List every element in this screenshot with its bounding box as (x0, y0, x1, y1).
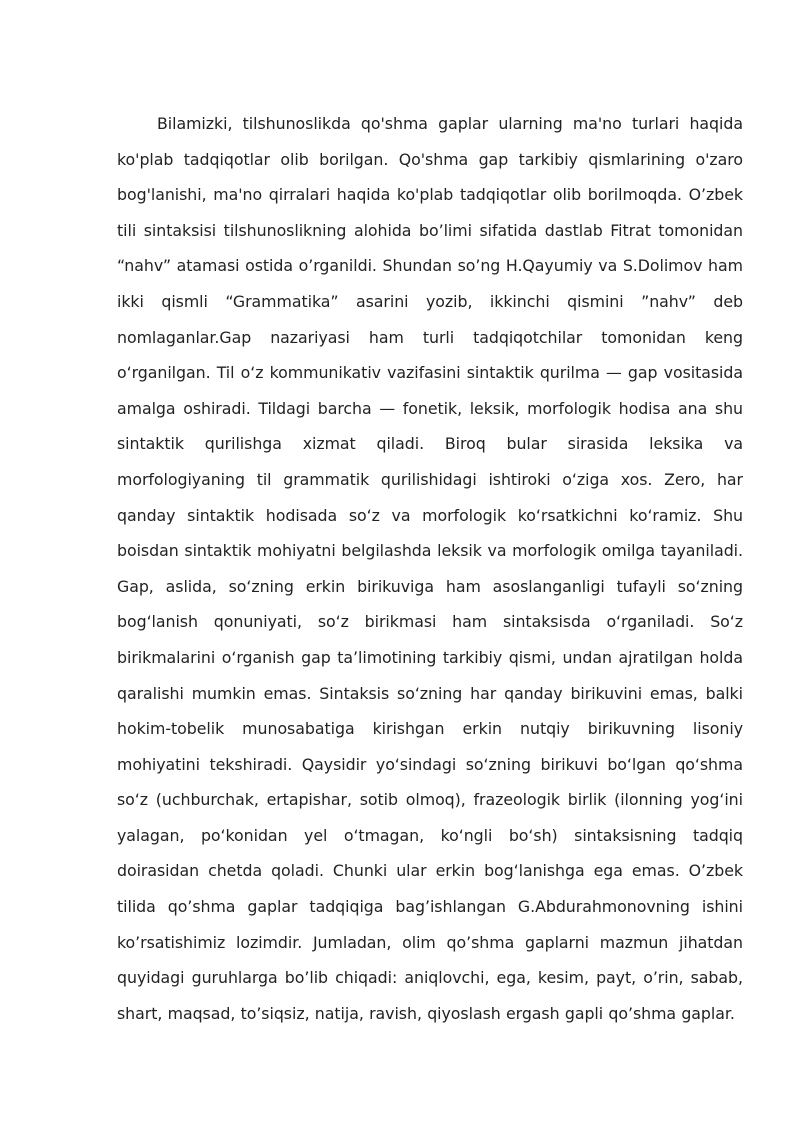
body-paragraph: Bilamizki, tilshunoslikda qo'shma gaplar ularning ma'no turlari haqida ko'plab tadqiqotlar olib borilgan. Qo'shma gap tarkibiy qismlarining o'zaro bog'lanishi, ma'no qirralari haqida ko'plab tadqiqotlar olib borilmoqda. O’zbek tili sintaksisi tilshunoslikning alohida bo’limi sifatida dastlab Fitrat tomonidan “nahv” atamasi ostida o’rganildi. Shundan so’ng H.Qayumiy va S.Dolimov ham ikki qismli “Grammatika” asarini yozib, ikkinchi qismini ”nahv” deb nomlaganlar.Gap nazariyasi ham turli tadqiqotchilar tomonidan keng o‘rganilgan. Til o‘z kommunikativ vazifasini sintaktik qurilma — gap vositasida amalga oshiradi. Tildagi barcha — fonetik, leksik, morfologik hodisa ana shu sintaktik qurilishga xizmat qiladi. Biroq bular sirasida leksika va morfologiyaning til grammatik qurilishidagi ishtiroki o‘ziga xos. Zero, har qanday sintaktik hodisada so‘z va morfologik ko‘rsatkichni ko‘ramiz. Shu boisdan sintaktik mohiyatni belgilashda leksik va morfologik omilga tayaniladi. Gap, aslida, so‘zning erkin birikuviga ham asoslanganligi tufayli so‘zning bog‘lanish qonuniyati, so‘z birikmasi ham sintaksisda o‘rganiladi. So‘z birikmalarini o‘rganish gap ta’limotining tarkibiy qismi, undan ajratilgan holda qaralishi mumkin emas. Sintaksis so‘zning har qanday birikuvini emas, balki hokim-tobelik munosabatiga kirishgan erkin nutqiy birikuvning lisoniy mohiyatini tekshiradi. Qaysidir yo‘sindagi so‘zning birikuvi bo‘lgan qo‘shma so‘z (uchburchak, ertapishar, sotib olmoq), frazeologik birlik (ilonning yog‘ini yalagan, po‘konidan yel o‘tmagan, ko‘ngli bo‘sh) sintaksisning tadqiq doirasidan chetda qoladi. Chunki ular erkin bog‘lanishga ega emas. O’zbek tilida qo’shma gaplar tadqiqiga bag’ishlangan G.Abdurahmonovning ishini ko’rsatishimiz lozimdir. Jumladan, olim qo’shma gaplarni mazmun jihatdan quyidagi guruhlarga bo’lib chiqadi: aniqlovchi, ega, kesim, payt, o’rin, sabab, shart, maqsad, to’siqsiz, natija, ravish, qiyoslash ergash gapli qo’shma gaplar. (117, 114, 743, 1023)
